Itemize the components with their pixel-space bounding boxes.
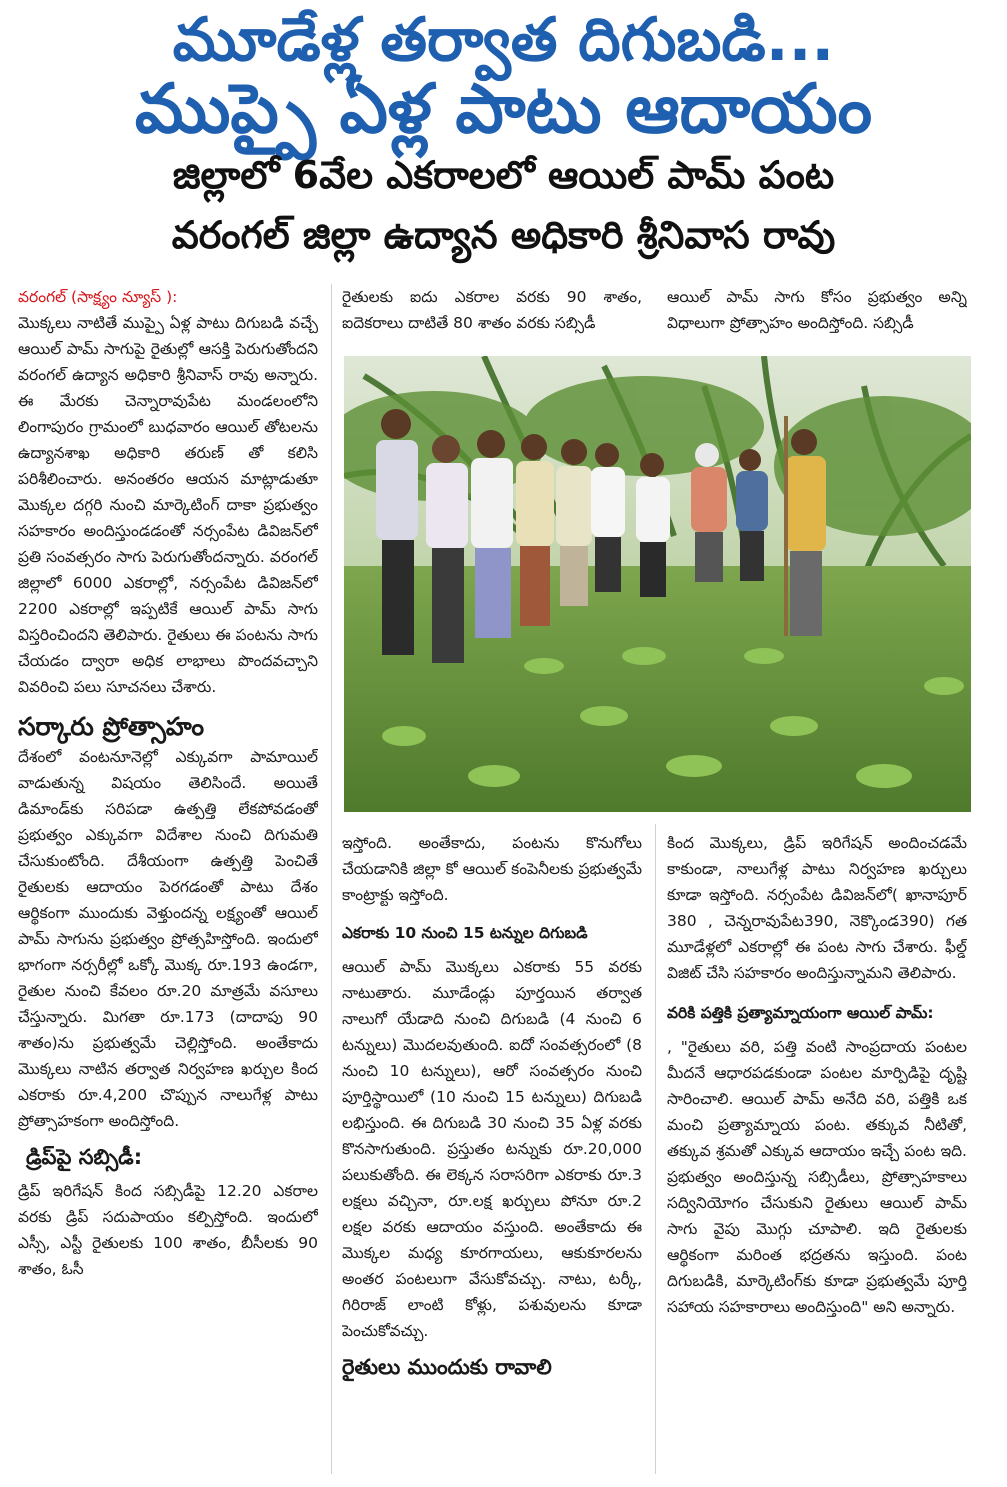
column-divider bbox=[655, 824, 656, 1474]
section-heading-yield: ఎకరాకు 10 నుంచి 15 టన్నుల దిగుబడి bbox=[342, 924, 588, 942]
section-heading-drip-subsidy: డ్రిప్‌పై సబ్సిడీ: bbox=[26, 1145, 143, 1169]
article-column-3-bottom bbox=[667, 830, 967, 1480]
maintenance-paragraph: కింద మొక్కలు, డ్రిప్ ఇరిగేషన్ అందించడమే కాకుండా, నాలుగేళ్ల పాటు నిర్వహణ ఖర్చులు కూడా ఇస్తోంది. నర్సంపేట డివిజన్‌లో( ఖానాపూర్ 380 , చెన్నరావుపేట390, నెక్కొండ390) గత మూడేళ్లలో ఎకరాల్లో ఈ పంట సాగు చేశారు. ఫీల్డ్ విజిట్ చేసి సహకారం అందిస్తున్నామని తెలిపారు. bbox=[667, 834, 967, 982]
headline-line-2: ముప్పై ఏళ్ల పాటు ఆదాయం bbox=[134, 70, 873, 149]
section-heading-govt-support: సర్కారు ప్రోత్సాహం bbox=[18, 712, 205, 741]
subheadline-line-2: వరంగల్ జిల్లా ఉద్యాన అధికారి శ్రీనివాస రావు bbox=[171, 213, 836, 257]
purchase-paragraph: ఇస్తోంది. అంతేకాదు, పంటను కొనుగోలు చేయడానికి జిల్లా కో ఆయిల్ కంపెనీలకు ప్రభుత్వమే కాంట్రాక్టు ఇస్తోంది. bbox=[342, 834, 642, 904]
section-heading-farmers-come-forward: రైతులు ముందుకు రావాలి bbox=[342, 1355, 552, 1379]
drip-subsidy-paragraph: డ్రిప్ ఇరిగేషన్ కింద సబ్సిడీపై 12.20 ఎకరాల వరకు డ్రిప్ సదుపాయం కల్పిస్తోంది. ఇందులో ఎస్సీ, ఎస్టీ రైతులకు 100 శాతం, బీసీలకు 90 శాతం, ఓసీ bbox=[18, 1182, 318, 1278]
headline-line-1: మూడేళ్ల తర్వాత దిగుబడి... bbox=[172, 5, 835, 75]
field-visit-photo bbox=[344, 356, 971, 812]
subsidy-continued-paragraph: రైతులకు ఐదు ఎకరాల వరకు 90 శాతం, ఐదెకరాలు దాటితే 80 శాతం వరకు సబ్సిడీ bbox=[342, 288, 642, 332]
article-column-3-top bbox=[667, 284, 967, 340]
article-column-2-bottom bbox=[342, 830, 642, 1480]
govt-support-paragraph: దేశంలో వంటనూనెల్లో ఎక్కువగా పామాయిల్ వాడుతున్న విషయం తెలిసిందే. అయితే డిమాండ్‌కు సరిపడా ఉత్పత్తి లేకపోవడంతో ప్రభుత్వం ఎక్కువగా విదేశాల నుంచి దిగుమతి చేసుకుంటోంది. దేశీయంగా ఉత్పత్తి పెంచితే రైతులకు ఆదాయం పెరగడంతో పాటు దేశం ఆర్థికంగా ముందుకు వెళ్తుందన్న లక్ష్యంతో ఆయిల్ పామ్ సాగును ప్రభుత్వం ప్రోత్సహిస్తోంది. ఇందులో భాగంగా నర్సరీల్లో ఒక్కో మొక్క రూ.193 ఉండగా, రైతుల నుంచి కేవలం రూ.20 మాత్రమే వసూలు చేస్తున్నారు. మిగతా రూ.173 (దాదాపు 90 శాతం)ను ప్రభుత్వమే చెల్లిస్తోంది. అంతేకాదు మొక్కలు నాటిన తర్వాత నిర్వహణ ఖర్చుల కింద ఎకరాకు రూ.4,200 చొప్పున నాలుగేళ్ల పాటు ప్రోత్సాహకంగా అందిస్తోంది. bbox=[18, 748, 318, 1130]
govt-encouragement-paragraph: ఆయిల్ పామ్ సాగు కోసం ప్రభుత్వం అన్ని విధాలుగా ప్రోత్సాహం అందిస్తోంది. సబ్సిడీ bbox=[667, 288, 967, 332]
alternative-crop-paragraph: , "రైతులు వరి, పత్తి వంటి సాంప్రదాయ పంటల మీదనే ఆధారపడకుండా పంటల మార్పిడిపై దృష్టి సారించాలి. ఆయిల్ పామ్ అనేది వరి, పత్తికి ఒక మంచి ప్రత్యామ్నాయ పంట. తక్కువ నీటితో, తక్కువ శ్రమతో ఎక్కువ ఆదాయం ఇచ్చే పంట ఇది. ప్రభుత్వం అందిస్తున్న సబ్సిడీలు, ప్రోత్సాహకాలు సద్వినియోగం చేసుకుని రైతులు ఆయిల్ పామ్ సాగు వైపు మొగ్గు చూపాలి. ఇది రైతులకు ఆర్థికంగా మరింత భద్రతను ఇస్తుంది. పంట దిగుబడికి, మార్కెటింగ్‌కు కూడా ప్రభుత్వమే పూర్తి సహాయ సహకారాలు అందిస్తుంది" అని అన్నారు. bbox=[667, 1038, 967, 1316]
intro-paragraph: మొక్కలు నాటితే ముప్పై ఏళ్ల పాటు దిగుబడి వచ్చే ఆయిల్ పామ్ సాగుపై రైతుల్లో ఆసక్తి పెరుగుతోందని వరంగల్ ఉద్యాన అధికారి శ్రీనివాస్ రావు అన్నారు. ఈ మేరకు చెన్నారావుపేట మండలంలోని లింగాపురం గ్రామంలో బుధవారం ఆయిల్ తోటలను ఉద్యానశాఖ అధికారి తరుణ్ తో కలిసి పరిశీలించారు. అనంతరం ఆయన మాట్లాడుతూ మొక్కల దగ్గరి నుంచి మార్కెటింగ్ దాకా ప్రభుత్వం సహకారం అందిస్తుండడంతో నర్సంపేట డివిజన్‌లో ప్రతి సంవత్సరం సాగు పెరుగుతోందన్నారు. వరంగల్ జిల్లాలో 6000 ఎకరాల్లో, నర్సంపేట డివిజన్‌లో 2200 ఎకరాల్లో ఇప్పటికే ఆయిల్ పామ్ సాగు విస్తరించిందని తెలిపారు. రైతులు ఈ పంటను సాగు చేయడం ద్వారా అధిక లాభాలు పొందవచ్చాని వివరించి పలు సూచనలు చేశారు. bbox=[18, 314, 318, 696]
article-column-2-top bbox=[342, 284, 642, 340]
yield-paragraph: ఆయిల్ పామ్ మొక్కలు ఎకరాకు 55 వరకు నాటుతారు. మూడేండ్లు పూర్తయిన తర్వాత నాలుగో యేడాది నుంచి దిగుబడి (4 నుంచి 6 టన్నులు) మొదలవుతుంది. ఐదో సంవత్సరంలో (8 నుంచి 10 టన్నులు), ఆరో సంవత్సరం నుంచి పూర్తిస్థాయిలో (10 నుంచి 15 టన్నులు) దిగుబడి లభిస్తుంది. ఈ దిగుబడి 30 నుంచి 35 ఏళ్ల వరకు కొనసాగుతుంది. ప్రస్తుతం టన్నుకు రూ.20,000 పలుకుతోంది. ఈ లెక్కన సరాసరిగా ఎకరాకు రూ.3 లక్షలు వచ్చినా, రూ.లక్ష ఖర్చులు పోనూ రూ.2 లక్షల వరకు ఆదాయం వస్తుంది. అంతేకాదు ఈ మొక్కల మధ్య కూరగాయలు, ఆకుకూరలను అంతర పంటలుగా వేసుకోవచ్చు. నాటు, టర్కీ, గిరిరాజ్ లాంటి కోళ్లు, పశువులను కూడా పెంచుకోవచ్చు. bbox=[342, 958, 642, 1340]
dateline: వరంగల్ (సాక్ష్యం న్యూస్ ): bbox=[18, 288, 178, 306]
subheadline-line-1: జిల్లాలో 6వేల ఎకరాలలో ఆయిల్ పామ్ పంట bbox=[172, 153, 835, 197]
article-column-1 bbox=[18, 284, 318, 1480]
column-divider bbox=[331, 284, 332, 1474]
section-heading-alternative-crop: వరికి పత్తికి ప్రత్యామ్నాయంగా ఆయిల్ పామ్: bbox=[667, 1004, 934, 1022]
